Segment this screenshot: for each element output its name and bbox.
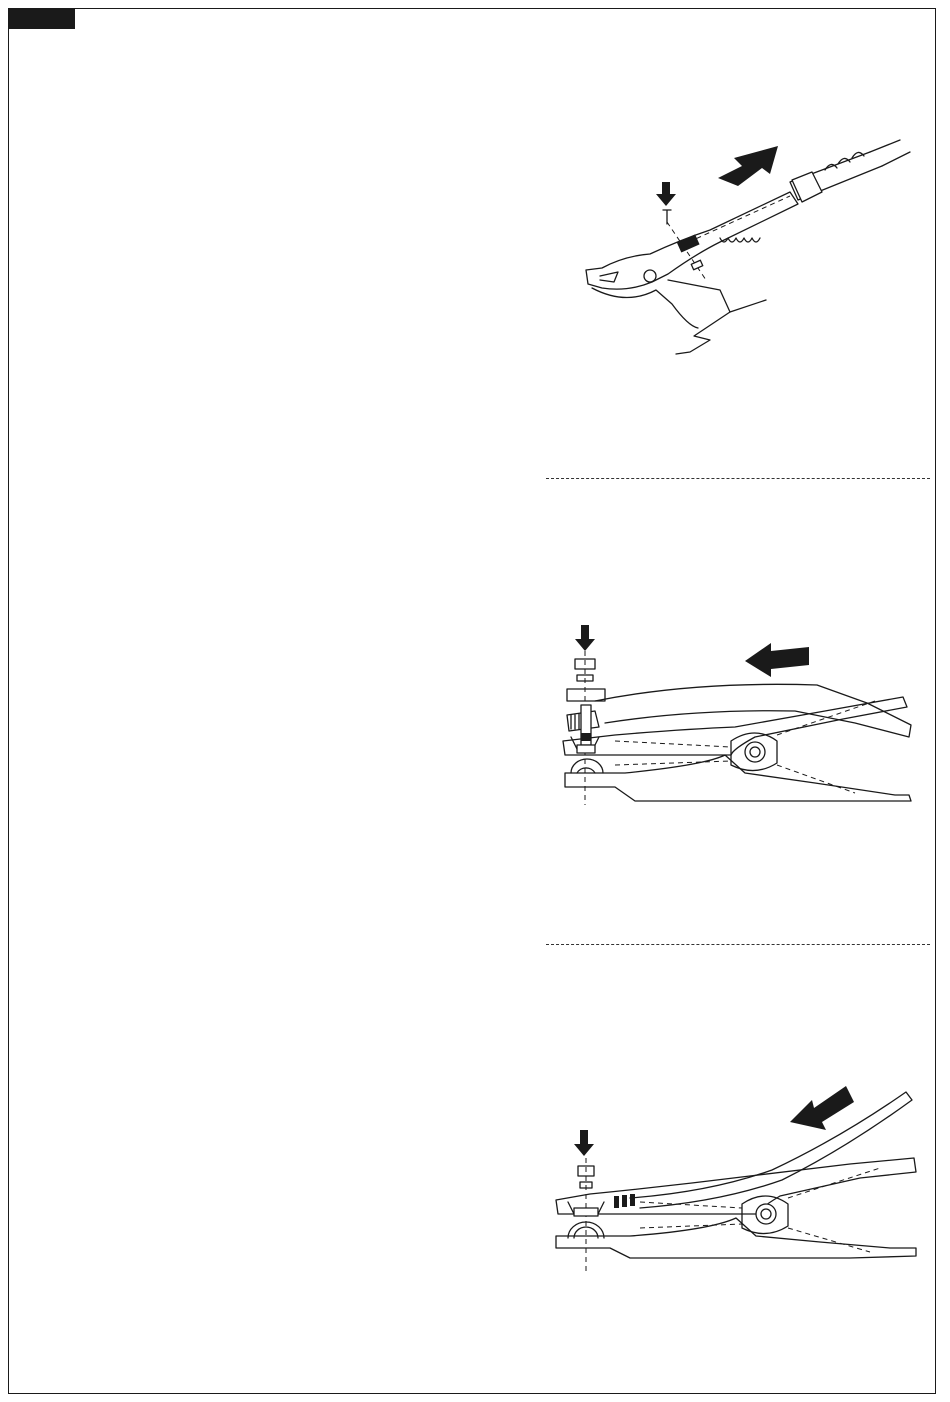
insert-arrow-icon bbox=[718, 146, 778, 186]
figure-3-earth-clamp-curved bbox=[550, 1082, 920, 1272]
insert-arrow-icon bbox=[745, 643, 809, 677]
insert-arrow-icon bbox=[790, 1086, 854, 1130]
figure-1-battery-clamp bbox=[570, 130, 920, 360]
figure-divider-2 bbox=[546, 944, 930, 945]
figure-divider-1 bbox=[546, 478, 930, 479]
bolt-down-arrow-icon bbox=[575, 625, 595, 651]
screw-down-arrow-icon bbox=[656, 182, 676, 206]
connector-block bbox=[677, 234, 700, 252]
page-corner-tab bbox=[9, 9, 75, 29]
figure-2-earth-clamp bbox=[555, 615, 920, 805]
bolt-down-arrow-icon bbox=[574, 1130, 594, 1156]
